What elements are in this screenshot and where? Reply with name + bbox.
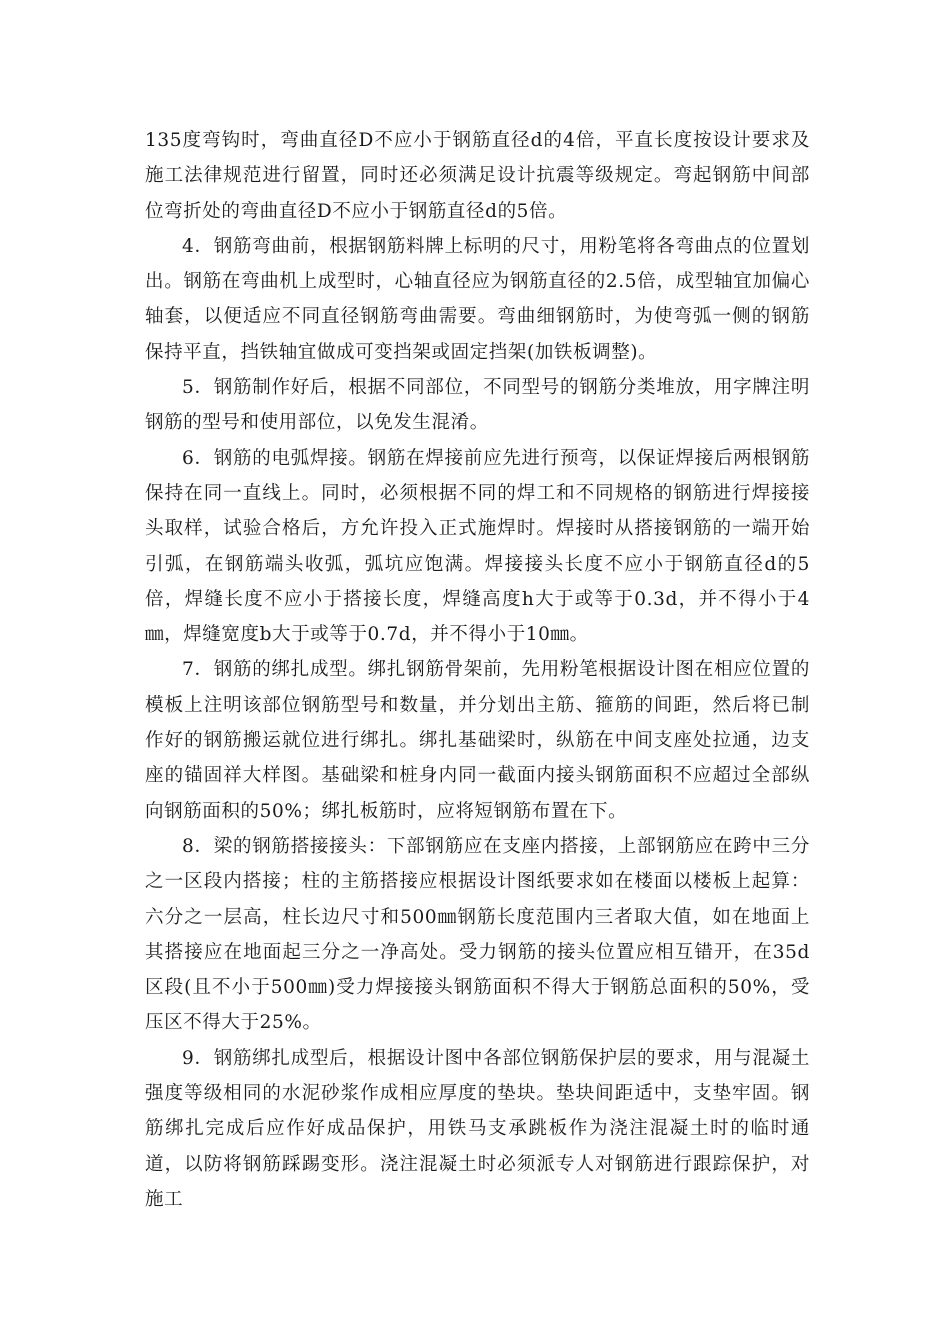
paragraph-item-5: 5．钢筋制作好后，根据不同部位，不同型号的钢筋分类堆放，用字牌注明钢筋的型号和使用部位，以免发生混淆。	[145, 377, 810, 434]
paragraph-item-7: 7．钢筋的绑扎成型。绑扎钢筋骨架前，先用粉笔根据设计图在相应位置的模板上注明该部位钢筋型号和数量，并分划出主筋、箍筋的间距，然后将已制作好的钢筋搬运就位进行绑扎。绑扎基础梁时，纵筋在中间支座处拉通，边支座的锚固祥大样图。基础梁和桩身内同一截面内接头钢筋面积不应超过全部纵向钢筋面积的50%；绑扎板筋时，应将短钢筋布置在下。	[145, 659, 810, 822]
paragraph-item-8: 8．梁的钢筋搭接接头：下部钢筋应在支座内搭接，上部钢筋应在跨中三分之一区段内搭接；柱的主筋搭接应根据设计图纸要求如在楼面以楼板上起算：六分之一层高，柱长边尺寸和500㎜钢筋长度范围内三者取大值，如在地面上其搭接应在地面起三分之一净高处。受力钢筋的接头位置应相互错开，在35d区段(且不小于500㎜)受力焊接接头钢筋面积不得大于钢筋总面积的50%，受压区不得大于25%。	[145, 835, 810, 1034]
document-body	[145, 123, 810, 1217]
paragraph-item-6: 6．钢筋的电弧焊接。钢筋在焊接前应先进行预弯，以保证焊接后两根钢筋保持在同一直线上。同时，必须根据不同的焊工和不同规格的钢筋进行焊接接头取样，试验合格后，方允许投入正式施焊时。焊接时从搭接钢筋的一端开始引弧，在钢筋端头收弧，弧坑应饱满。焊接接头长度不应小于钢筋直径d的5倍，焊缝长度不应小于搭接长度，焊缝高度h大于或等于0.3d，并不得小于4㎜，焊缝宽度b大于或等于0.7d，并不得小于10㎜。	[145, 447, 810, 646]
paragraph-item-4: 4．钢筋弯曲前，根据钢筋料牌上标明的尺寸，用粉笔将各弯曲点的位置划出。钢筋在弯曲机上成型时，心轴直径应为钢筋直径的2.5倍，成型轴宜加偏心轴套，以便适应不同直径钢筋弯曲需要。弯曲细钢筋时，为使弯弧一侧的钢筋保持平直，挡铁轴宜做成可变挡架或固定挡架(加铁板调整)。	[145, 235, 810, 363]
paragraph-continued: 135度弯钩时，弯曲直径D不应小于钢筋直径d的4倍，平直长度按设计要求及施工法律规范进行留置，同时还必须满足设计抗震等级规定。弯起钢筋中间部位弯折处的弯曲直径D不应小于钢筋直径d的5倍。	[145, 130, 810, 222]
paragraph-item-9: 9．钢筋绑扎成型后，根据设计图中各部位钢筋保护层的要求，用与混凝土强度等级相同的水泥砂浆作成相应厚度的垫块。垫块间距适中，支垫牢固。钢筋绑扎完成后应作好成品保护，用铁马支承跳板作为浇注混凝土时的临时通道，以防将钢筋踩踢变形。浇注混凝土时必须派专人对钢筋进行跟踪保护，对施工	[145, 1047, 810, 1210]
